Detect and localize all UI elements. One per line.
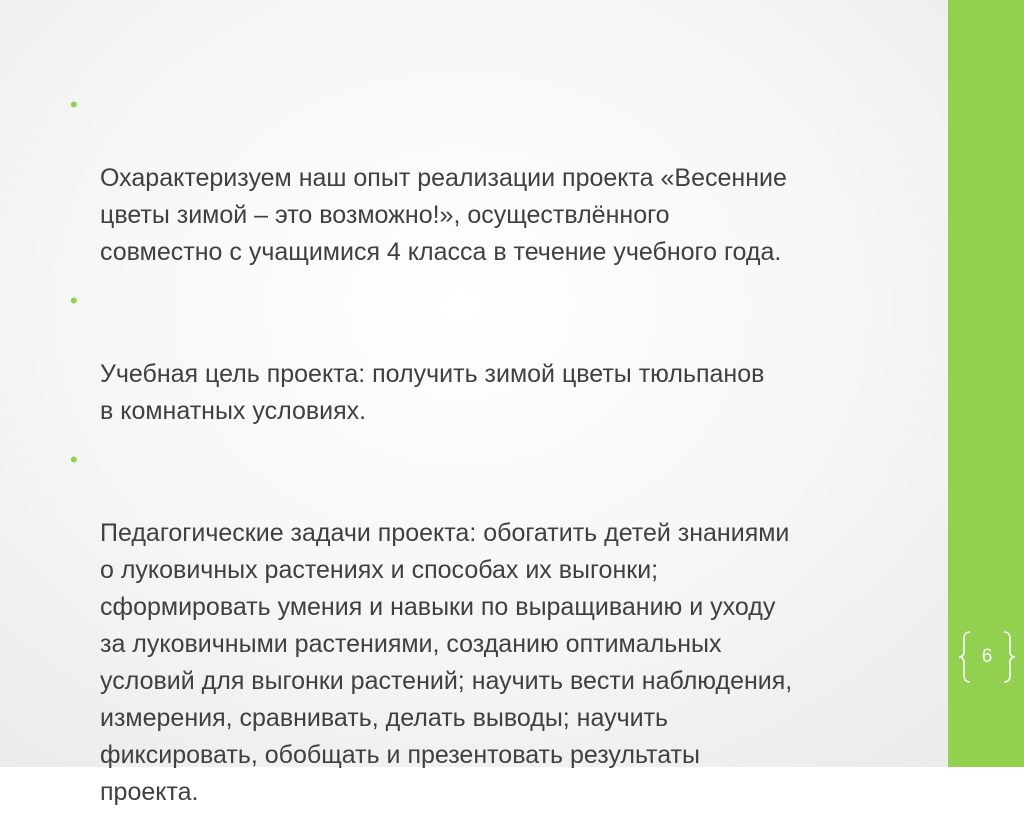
bullet-item-tasks (70, 441, 910, 811)
bullet-list (70, 86, 910, 822)
bullet-text: Педагогические задачи проекта: обогатить детей знаниями о луковичных растениях и способах их выгонки; сформировать умения и навыки по выращиванию и уходу за луковичными растениями, созданию оптимальных условий для выгонки растений; научить вести наблюдения, измерения, сравнивать, делать выводы; научить фиксировать, обобщать и презентовать результаты проекта. (100, 519, 793, 806)
page-number-badge (958, 628, 1016, 686)
bullet-marker: • (70, 447, 78, 472)
bullet-marker: • (70, 92, 78, 117)
page-number: 6 (981, 646, 993, 667)
bullet-item-intro (70, 86, 910, 271)
bullet-marker: • (70, 288, 78, 313)
bullet-item-goal (70, 282, 910, 430)
bullet-text: Охарактеризуем наш опыт реализации проекта «Весенние цветы зимой – это возможно!», осуществлённого совместно с учащимися 4 класса в течение учебного года. (100, 164, 787, 266)
bullet-text: Учебная цель проекта: получить зимой цветы тюльпанов в комнатных условиях. (100, 360, 765, 425)
